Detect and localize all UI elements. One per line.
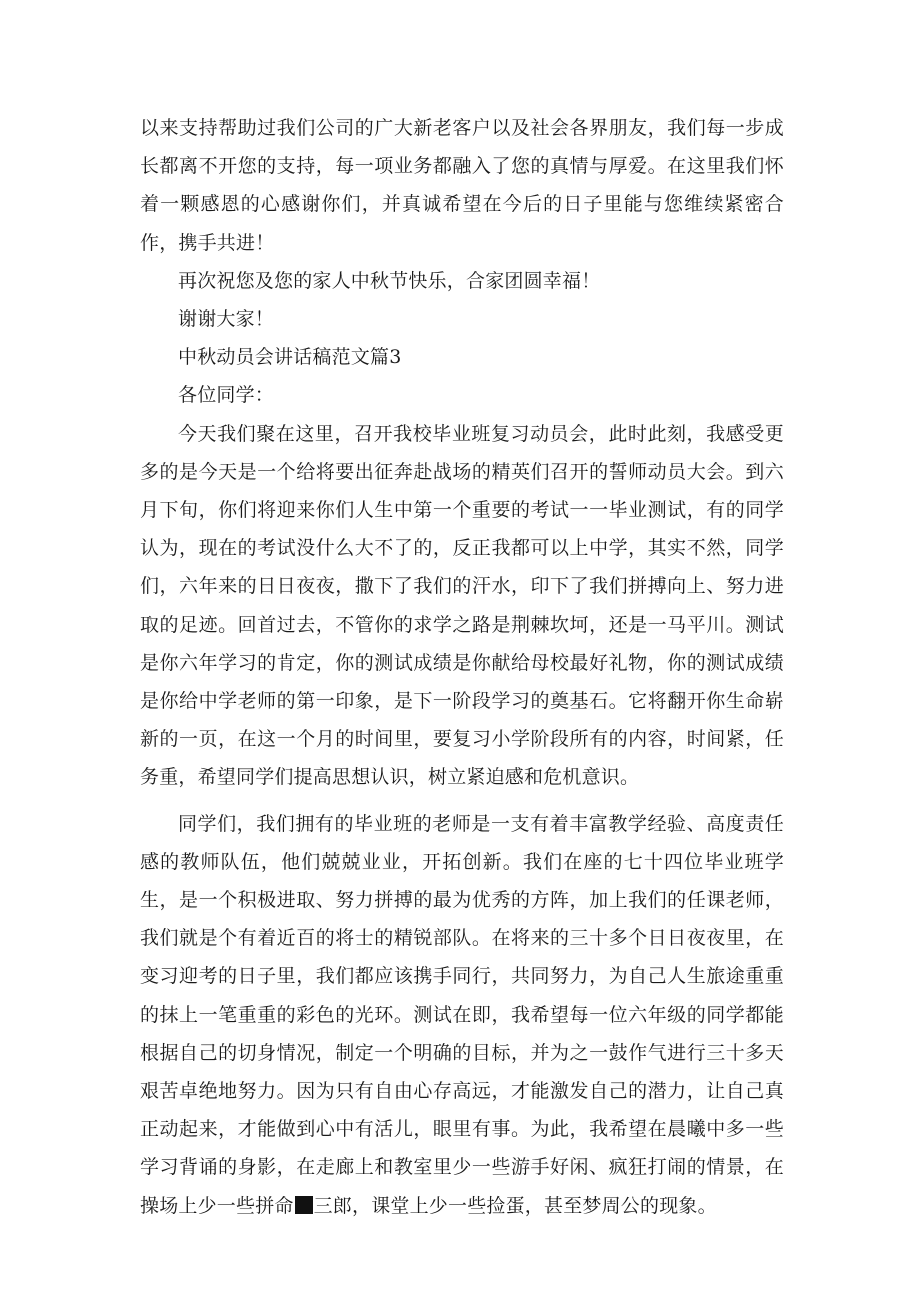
- paragraph-thank-you: 谢谢大家！: [178, 308, 275, 331]
- paragraph-text-after-redaction: 三郎，课堂上少一些捡蛋，甚至梦周公的现象。: [313, 1194, 717, 1217]
- document-page: [140, 109, 784, 1225]
- redaction-block: [295, 1196, 313, 1214]
- section-heading: 中秋动员会讲话稿范文篇3: [178, 346, 402, 369]
- paragraph-mobilization: 今天我们聚在这里，召开我校毕业班复习动员会，此时此刻，我感受更多的是今天是一个给将要出征奔赴战场的精英们召开的誓师动员大会。到六月下旬，你们将迎来你们人生中第一个重要的考试一一毕业测试，有的同学认为，现在的考试没什么大不了的，反正我都可以上中学，其实不然，同学们，六年来的日日夜夜，撒下了我们的汗水，印下了我们拼搏向上、努力进取的足迹。回首过去，不管你的求学之路是荆棘坎坷，还是一马平川。测试是你六年学习的肯定，你的测试成绩是你献给母校最好礼物，你的测试成绩是你给中学老师的第一印象，是下一阶段学习的奠基石。它将翻开你生命崭新的一页，在这一个月的时间里，要复习小学阶段所有的内容，时间紧，任务重，希望同学们提高思想认识，树立紧迫感和危机意识。: [140, 422, 784, 789]
- paragraph-closing-thanks: 以来支持帮助过我们公司的广大新老客户以及社会各界朋友，我们每一步成长都离不开您的支持，每一项业务都融入了您的真情与厚爱。在这里我们怀着一颗感恩的心感谢你们，并真诚希望在今后的日子里能与您维续紧密合作，携手共进！: [140, 117, 784, 254]
- paragraph-festival-wishes: 再次祝您及您的家人中秋节快乐，合家团圆幸福！: [178, 269, 601, 292]
- paragraph-text-before-redaction: 同学们，我们拥有的毕业班的老师是一支有着丰富教学经验、高度责任感的教师队伍，他们兢兢业业，开拓创新。我们在座的七十四位毕业班学生，是一个积极进取、努力拼搏的最为优秀的方阵，加上我们的任课老师，我们就是个有着近百的将士的精锐部队。在将来的三十多个日日夜夜里，在变习迎考的日子里，我们都应该携手同行，共同努力，为自己人生旅途重重的抹上一笔重重的彩色的光环。测试在即，我希望每一位六年级的同学都能根据自己的切身情况，制定一个明确的目标，并为之一鼓作气进行三十多天艰苦卓绝地努力。因为只有自由心存高远，才能激发自己的潜力，让自己真正动起来，才能做到心中有活儿，眼里有事。为此，我希望在晨曦中多一些学习背诵的身影，在走廊上和教室里少一些游手好闲、疯狂打闹的情景，在操场上少一些拼命: [140, 812, 784, 1217]
- salutation: 各位同学：: [178, 384, 275, 407]
- paragraph-teachers-students: [140, 805, 784, 1225]
